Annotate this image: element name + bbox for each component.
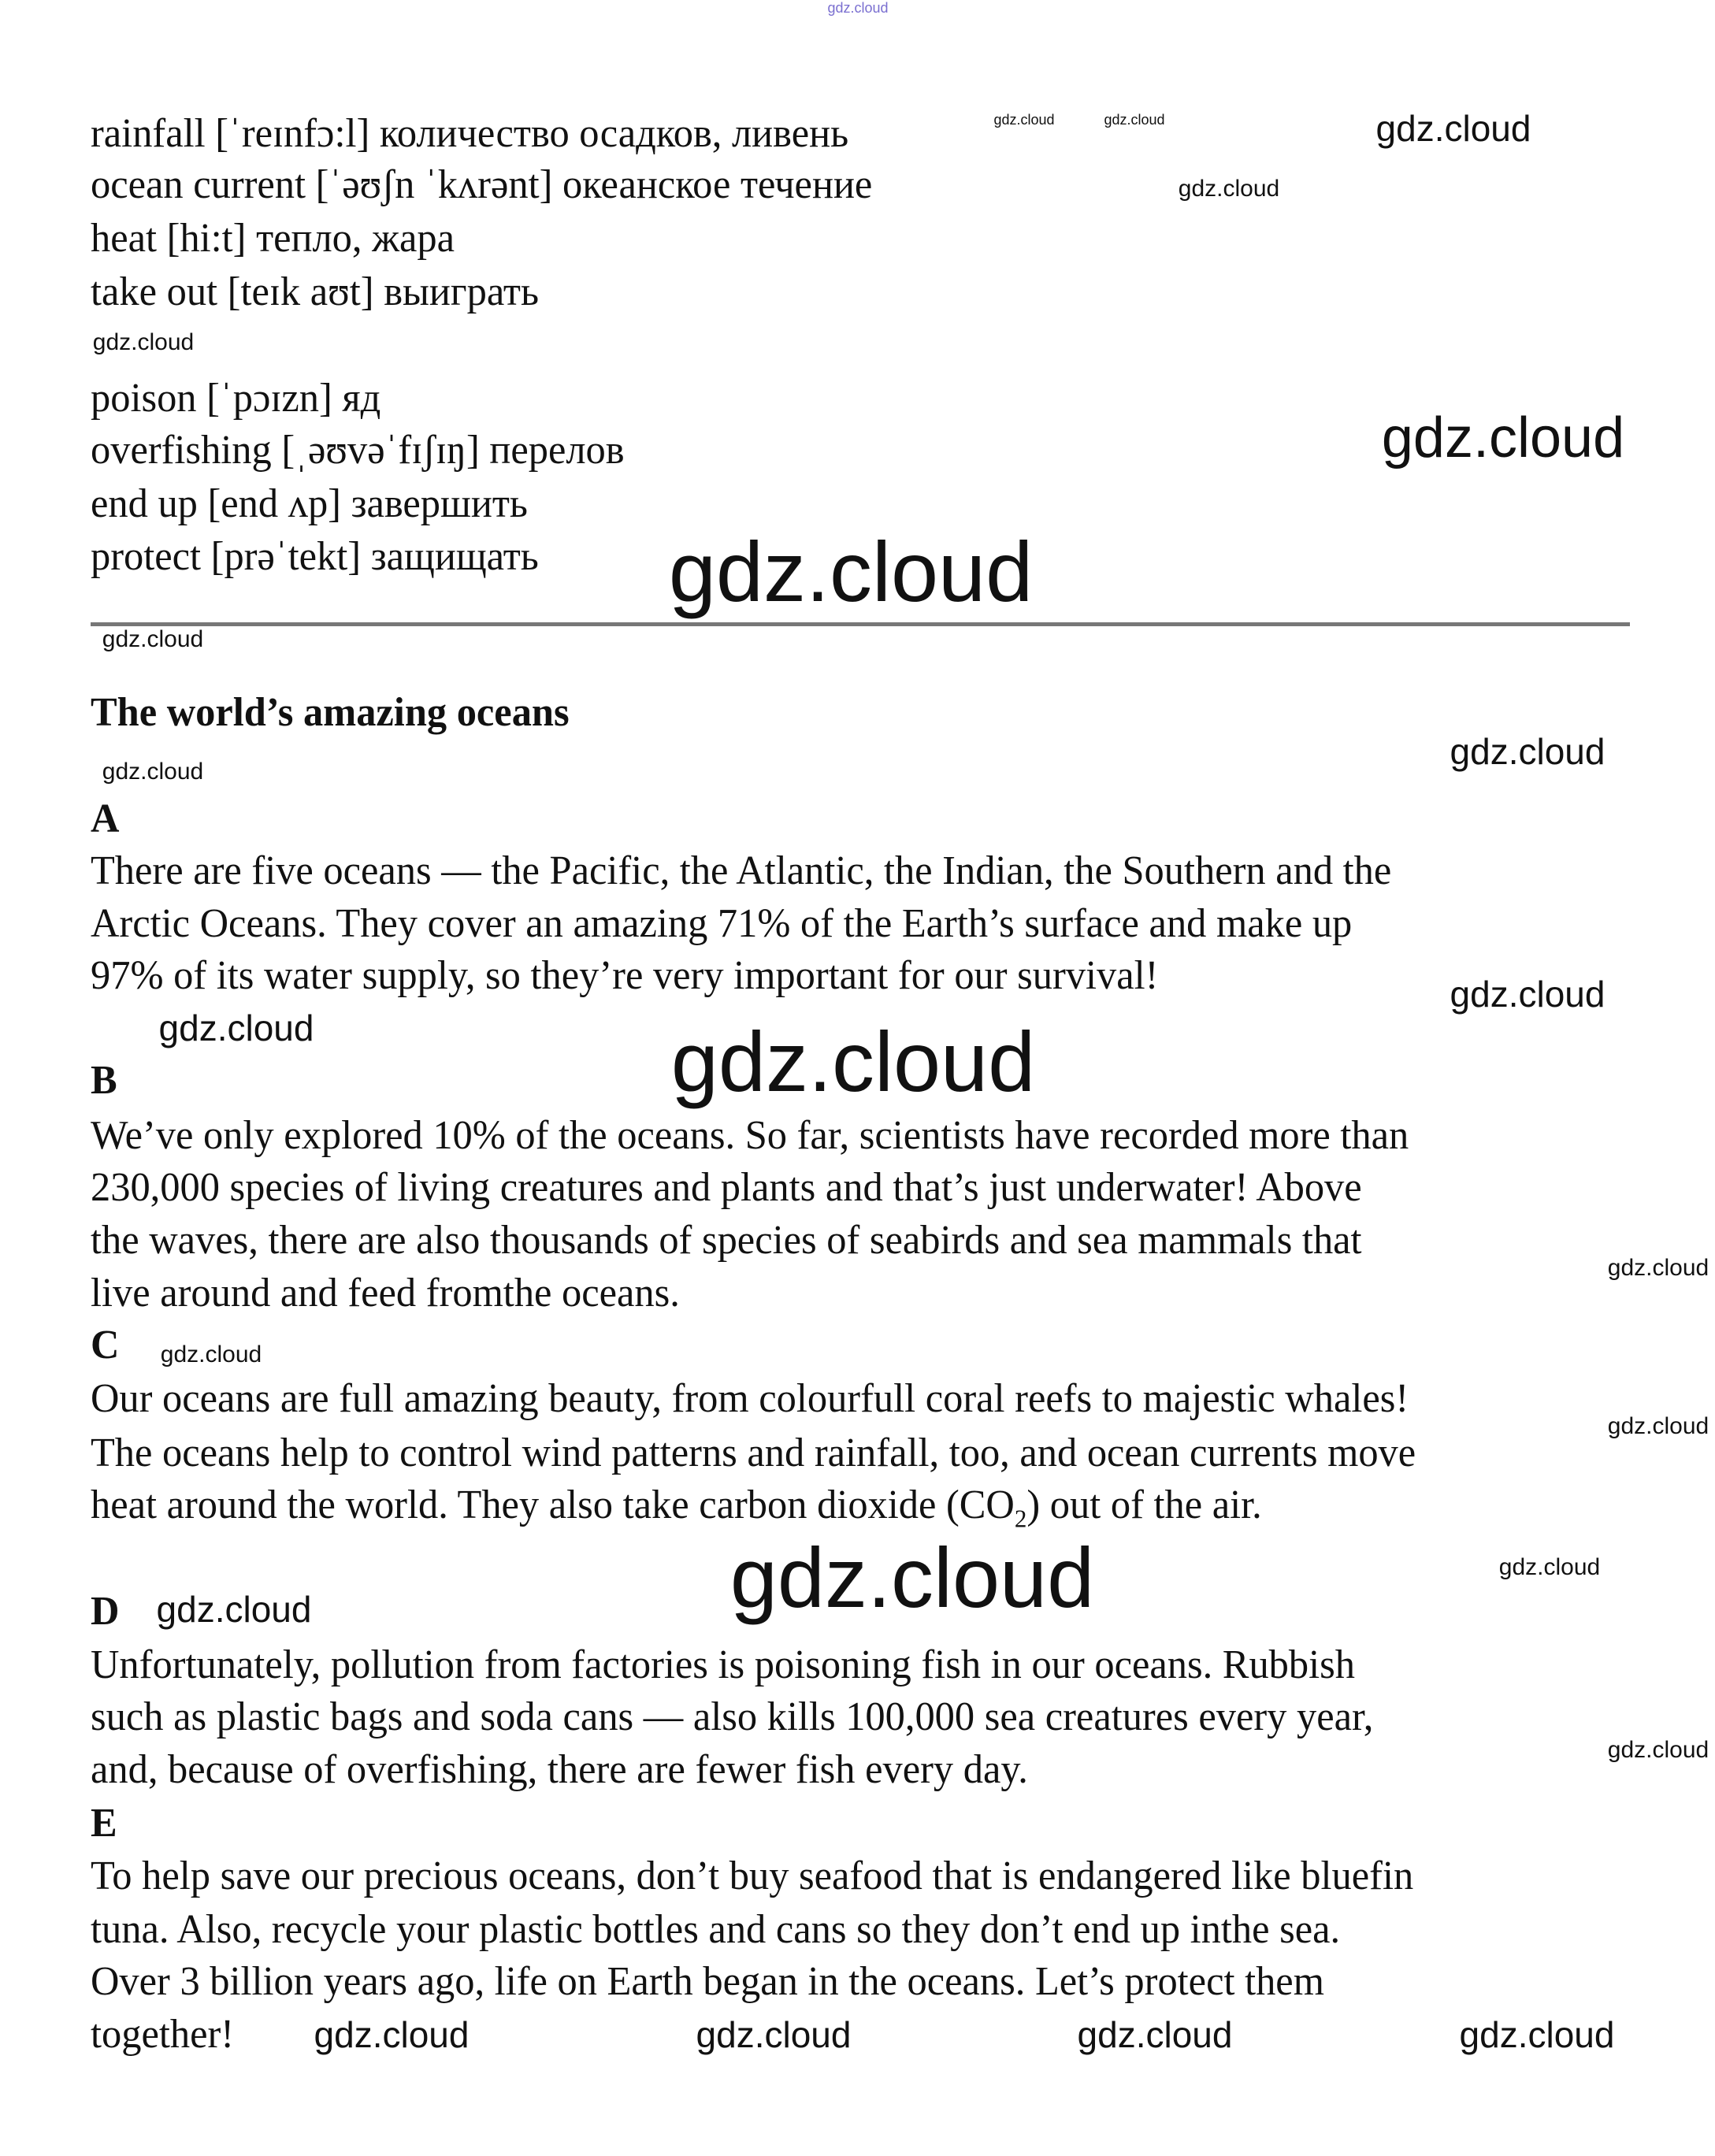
watermark: gdz.cloud — [1450, 974, 1605, 1015]
watermark: gdz.cloud — [729, 1530, 1095, 1625]
section-letter: D — [91, 1589, 120, 1634]
watermark: gdz.cloud — [102, 626, 204, 652]
paragraph-line: Arctic Oceans. They cover an amazing 71% of the Earth’s surface and make up — [91, 901, 1353, 946]
watermark: gdz.cloud — [158, 1007, 314, 1048]
vocab-item: ocean current [ˈəʊʃn ˈkʌrənt] океанское течение — [91, 162, 873, 207]
watermark: gdz.cloud — [993, 112, 1055, 128]
watermark: gdz.cloud — [1375, 108, 1531, 149]
watermark: gdz.cloud — [696, 2014, 852, 2055]
paragraph-line: 230,000 species of living creatures and plants and that’s just underwater! Above — [91, 1165, 1362, 1210]
paragraph-line: together! — [91, 2012, 235, 2057]
watermark: gdz.cloud — [92, 329, 195, 355]
watermark: gdz.cloud — [670, 1014, 1036, 1109]
section-letter: B — [91, 1058, 117, 1103]
paragraph-line: We’ve only explored 10% of the oceans. So far, scientists have recorded more than — [91, 1113, 1409, 1158]
paragraph-line: tuna. Also, recycle your plastic bottles and cans so they don’t end up inthe sea. — [91, 1907, 1341, 1952]
text: ) out of the air. — [1026, 1482, 1262, 1527]
watermark: gdz.cloud — [160, 1341, 262, 1367]
paragraph-line: the waves, there are also thousands of species of seabirds and sea mammals that — [91, 1218, 1362, 1263]
watermark: gdz.cloud — [1498, 1554, 1601, 1580]
vocab-item: end up [end ʌp] завершить — [91, 481, 528, 526]
divider — [91, 622, 1630, 626]
watermark: gdz.cloud — [1607, 1737, 1709, 1763]
article-title: The world’s amazing oceans — [91, 690, 570, 735]
paragraph-line: The oceans help to control wind patterns and rainfall, too, and ocean currents move — [91, 1431, 1416, 1475]
vocab-item: heat [hi:t] тепло, жара — [91, 216, 455, 261]
paragraph-line: 97% of its water supply, so they’re very important for our survival! — [91, 953, 1159, 998]
paragraph-line: live around and feed fromthe oceans. — [91, 1271, 680, 1315]
watermark: gdz.cloud — [314, 2014, 470, 2055]
paragraph-line: To help save our precious oceans, don’t buy seafood that is endangered like bluefin — [91, 1854, 1414, 1898]
watermark: gdz.cloud — [668, 524, 1034, 619]
watermark: gdz.cloud — [1381, 406, 1625, 469]
subscript: 2 — [1014, 1504, 1027, 1533]
watermark: gdz.cloud — [1607, 1413, 1709, 1439]
vocab-item: take out [teɪk aʊt] выиграть — [91, 269, 539, 314]
section-letter: C — [91, 1323, 120, 1367]
section-letter: E — [91, 1801, 117, 1846]
watermark: gdz.cloud — [1104, 112, 1165, 128]
vocab-item: poison [ˈpɔɪzn] яд — [91, 376, 381, 421]
vocab-item: rainfall [ˈreɪnfɔ:l] количество осадков, ливень — [91, 111, 849, 156]
vocab-item: protect [prəˈtekt] защищать — [91, 534, 539, 579]
vocab-item: overfishing [ˌəʊvəˈfɪʃɪŋ] перелов — [91, 428, 625, 473]
paragraph-line: and, because of overfishing, there are fewer fish every day. — [91, 1747, 1028, 1792]
paragraph-line: such as plastic bags and soda cans — also kills 100,000 sea creatures every year, — [91, 1694, 1374, 1739]
paragraph-line: Unfortunately, pollution from factories is poisoning fish in our oceans. Rubbish — [91, 1642, 1355, 1687]
watermark: gdz.cloud — [827, 0, 889, 16]
paragraph-line: There are five oceans — the Pacific, the Atlantic, the Indian, the Southern and the — [91, 848, 1392, 893]
watermark: gdz.cloud — [1178, 176, 1280, 202]
paragraph-line: Our oceans are full amazing beauty, from colourfull coral reefs to majestic whales! — [91, 1376, 1409, 1421]
watermark: gdz.cloud — [156, 1589, 312, 1630]
watermark: gdz.cloud — [102, 759, 204, 785]
section-letter: A — [91, 796, 120, 841]
watermark: gdz.cloud — [1607, 1255, 1709, 1281]
watermark: gdz.cloud — [1450, 731, 1605, 772]
paragraph-line: Over 3 billion years ago, life on Earth began in the oceans. Let’s protect them — [91, 1959, 1324, 2004]
text: heat around the world. They also take carbon dioxide (CO — [91, 1482, 1015, 1527]
watermark: gdz.cloud — [1077, 2014, 1233, 2055]
watermark: gdz.cloud — [1459, 2014, 1615, 2055]
